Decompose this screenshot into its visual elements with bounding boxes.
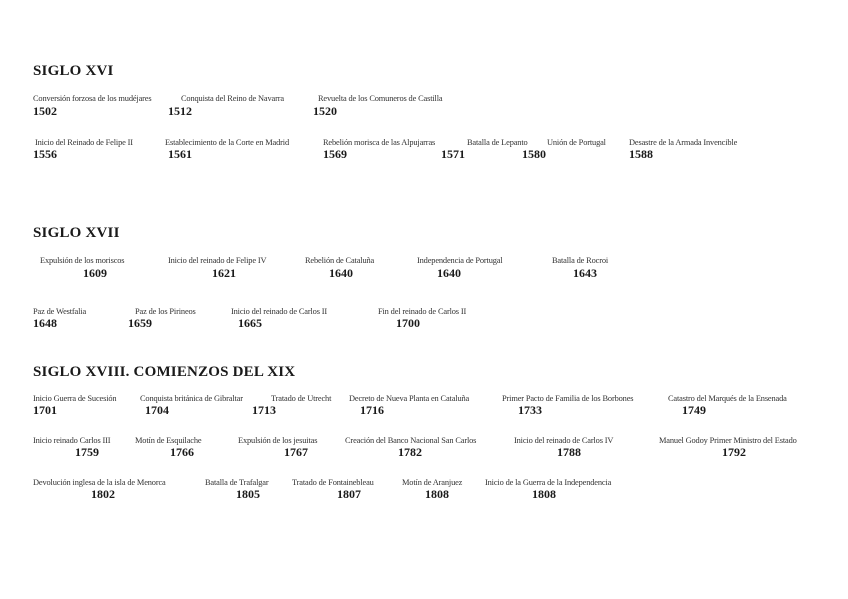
event-year: 1782 xyxy=(398,445,422,459)
event-label: Devolución inglesa de la isla de Menorca xyxy=(33,478,166,487)
event-label: Batalla de Lepanto xyxy=(467,138,528,147)
event-label: Unión de Portugal xyxy=(547,138,606,147)
event-year: 1588 xyxy=(629,147,653,161)
event-label: Inicio del reinado de Carlos IV xyxy=(514,436,614,445)
event-label: Rebelión morisca de las Alpujarras xyxy=(323,138,436,147)
event-label: Inicio del Reinado de Felipe II xyxy=(35,138,133,147)
event-label: Catastro del Marqués de la Ensenada xyxy=(668,394,787,403)
event-label: Decreto de Nueva Planta en Cataluña xyxy=(349,394,470,403)
event-year: 1561 xyxy=(168,147,192,161)
event-year: 1704 xyxy=(145,403,169,417)
section-heading-xviii: SIGLO XVIII. COMIENZOS DEL XIX xyxy=(33,364,296,380)
event-year: 1520 xyxy=(313,104,337,118)
event-year: 1665 xyxy=(238,316,262,330)
event-label: Expulsión de los moriscos xyxy=(40,256,125,265)
event-label: Desastre de la Armada Invencible xyxy=(629,138,738,147)
event-label: Fin del reinado de Carlos II xyxy=(378,307,467,316)
event-label: Conversión forzosa de los mudéjares xyxy=(33,94,152,103)
event-label: Manuel Godoy Primer Ministro del Estado xyxy=(659,436,797,445)
event-year: 1621 xyxy=(212,266,236,280)
event-label: Independencia de Portugal xyxy=(417,256,503,265)
event-year: 1571 xyxy=(441,147,465,161)
event-label: Tratado de Fontainebleau xyxy=(292,478,374,487)
event-year: 1807 xyxy=(337,487,361,501)
event-label: Revuelta de los Comuneros de Castilla xyxy=(318,94,443,103)
event-label: Conquista británica de Gibraltar xyxy=(140,394,243,403)
event-year: 1609 xyxy=(83,266,107,280)
event-year: 1749 xyxy=(682,403,706,417)
event-year: 1556 xyxy=(33,147,57,161)
event-year: 1700 xyxy=(396,316,420,330)
event-label: Establecimiento de la Corte en Madrid xyxy=(165,138,289,147)
event-label: Motín de Esquilache xyxy=(135,436,202,445)
event-year: 1569 xyxy=(323,147,347,161)
event-year: 1788 xyxy=(557,445,581,459)
event-label: Motín de Aranjuez xyxy=(402,478,463,487)
event-label: Inicio del reinado de Felipe IV xyxy=(168,256,267,265)
event-year: 1648 xyxy=(33,316,57,330)
event-year: 1802 xyxy=(91,487,115,501)
event-label: Batalla de Rocroi xyxy=(552,256,609,265)
event-label: Inicio del reinado de Carlos II xyxy=(231,307,328,316)
event-year: 1640 xyxy=(437,266,461,280)
event-year: 1643 xyxy=(573,266,597,280)
event-year: 1766 xyxy=(170,445,194,459)
event-year: 1759 xyxy=(75,445,99,459)
event-label: Paz de Westfalia xyxy=(33,307,87,316)
event-label: Inicio Guerra de Sucesión xyxy=(33,394,117,403)
event-year: 1659 xyxy=(128,316,152,330)
event-year: 1580 xyxy=(522,147,546,161)
section-heading-xvii: SIGLO XVII xyxy=(33,225,120,241)
event-year: 1512 xyxy=(168,104,192,118)
event-year: 1805 xyxy=(236,487,260,501)
event-label: Inicio de la Guerra de la Independencia xyxy=(485,478,612,487)
event-label: Conquista del Reino de Navarra xyxy=(181,94,284,103)
event-year: 1733 xyxy=(518,403,542,417)
event-label: Paz de los Pirineos xyxy=(135,307,196,316)
event-year: 1502 xyxy=(33,104,57,118)
event-year: 1640 xyxy=(329,266,353,280)
event-year: 1808 xyxy=(425,487,449,501)
event-year: 1716 xyxy=(360,403,384,417)
event-label: Tratado de Utrecht xyxy=(271,394,332,403)
event-label: Inicio reinado Carlos III xyxy=(33,436,111,445)
event-label: Primer Pacto de Familia de los Borbones xyxy=(502,394,634,403)
event-year: 1701 xyxy=(33,403,57,417)
event-year: 1713 xyxy=(252,403,276,417)
event-label: Expulsión de los jesuitas xyxy=(238,436,318,445)
event-year: 1808 xyxy=(532,487,556,501)
event-label: Rebelión de Cataluña xyxy=(305,256,375,265)
event-label: Batalla de Trafalgar xyxy=(205,478,269,487)
event-year: 1792 xyxy=(722,445,746,459)
event-year: 1767 xyxy=(284,445,308,459)
event-label: Creación del Banco Nacional San Carlos xyxy=(345,436,477,445)
section-heading-xvi: SIGLO XVI xyxy=(33,63,114,79)
